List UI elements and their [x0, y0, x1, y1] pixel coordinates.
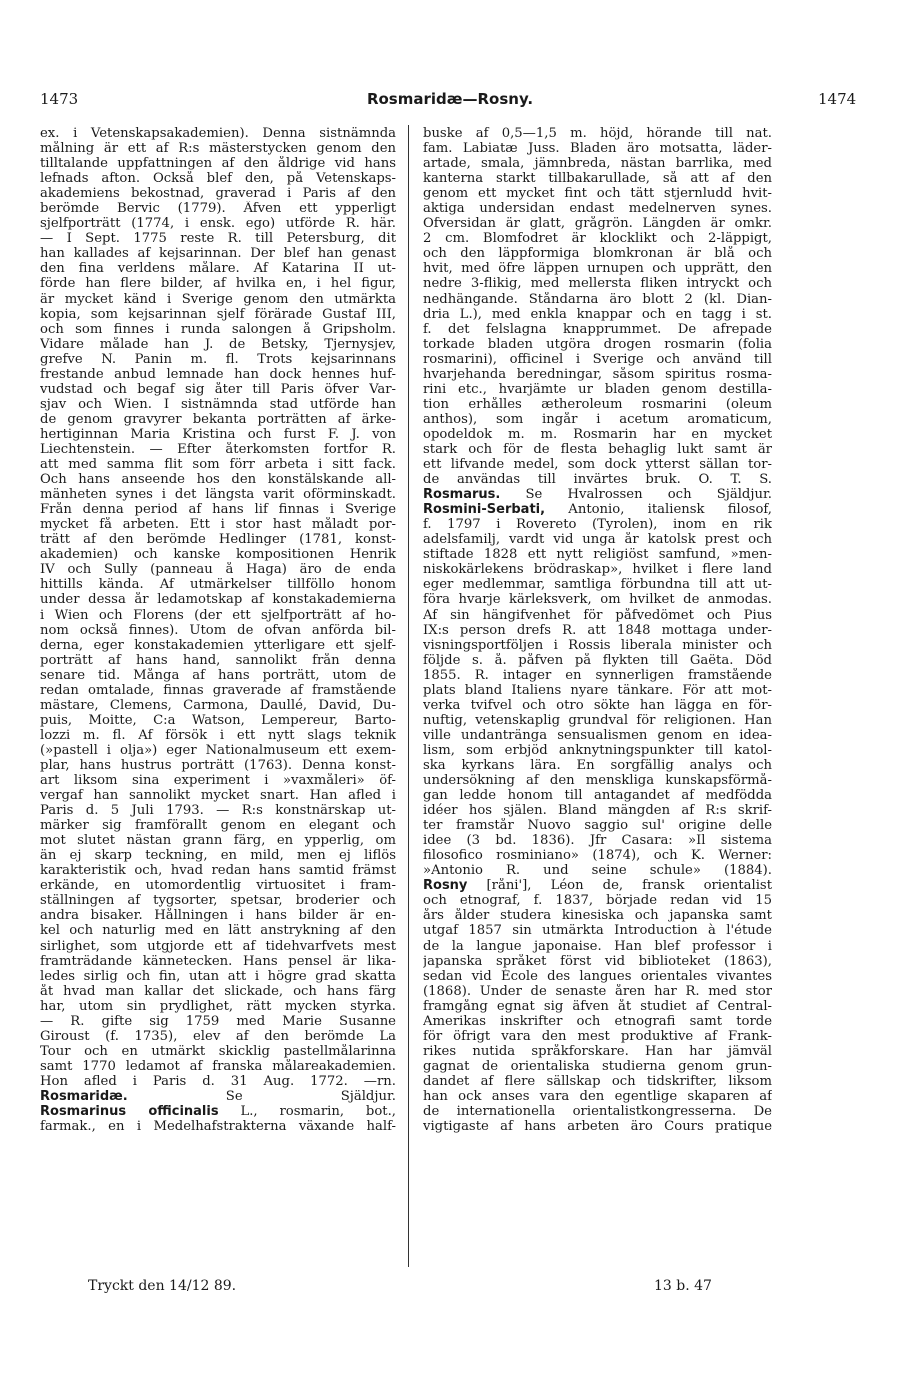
- text-line: derna, eger konstakademien ytterligare ett sjelf-: [40, 637, 396, 653]
- text-line: berömde Bervic (1779). Äfven ett ypperligt: [40, 201, 396, 217]
- text-line: rikes nutida språkforskare. Han har jämväl: [423, 1043, 772, 1059]
- text-line: och som finnes i runda salongen å Gripsholm.: [40, 321, 396, 337]
- left-page-number: 1473: [40, 90, 79, 108]
- text-line: rini etc., hvarjämte ur bladen genom destilla-: [423, 381, 772, 397]
- text-line: Rosmarinus officinalis L., rosmarin, bot.,: [40, 1104, 396, 1120]
- text-line: Af sin hängifvenhet för påfvedömet och Pius: [423, 607, 772, 623]
- text-line: Rosmaridæ. Se Själdjur.: [40, 1089, 396, 1104]
- text-line: de användas till invärtes bruk. O. T. S.: [423, 472, 772, 488]
- text-line: eger medlemmar, samtliga förbundna till att ut-: [423, 577, 772, 593]
- sheet-signature: 13 b. 47: [654, 1278, 712, 1294]
- column-divider: [408, 125, 409, 1267]
- text-line: års ålder studera kinesiska och japanska samt: [423, 908, 772, 924]
- text-line: 2 cm. Blomfodret är klocklikt och 2-läppigt,: [423, 231, 772, 247]
- text-line: (»pastell i olja») eger Nationalmuseum ett exem-: [40, 742, 396, 758]
- text-line: visningsportföljen i Rossis liberala minister och: [423, 637, 772, 653]
- text-line: opodeldok m. m. Rosmarin har en mycket: [423, 426, 772, 442]
- text-line: ställningen af tygsorter, spetsar, broderier och: [40, 893, 396, 909]
- text-line: f. det felslagna knapprummet. De afrepade: [423, 321, 772, 337]
- text-line: dandet af flere sällskap och tidskrifter, liksom: [423, 1073, 772, 1089]
- text-line: ville undantränga sensualismen genom en idea-: [423, 727, 772, 743]
- text-line: kel och naturlig med en lätt anstrykning af den: [40, 923, 396, 939]
- text-line: sjav och Wien. I sistnämnda stad utförde han: [40, 396, 396, 412]
- text-line: redan omtalade, finnas graverade af framstående: [40, 682, 396, 698]
- text-line: för öfrigt vara den mest produktive af Frank-: [423, 1028, 772, 1044]
- text-line: gan ledde honom till antagandet af medfödda: [423, 788, 772, 804]
- text-line: stiftade 1828 ett nytt religiöst samfund, »men-: [423, 547, 772, 563]
- text-line: följde s. å. påfven på flykten till Gaëta. Död: [423, 652, 772, 668]
- text-line: hertiginnan Maria Kristina och furst F. J. von: [40, 426, 396, 442]
- right-page-number: 1474: [818, 90, 857, 108]
- text-line: han ock anses vara den egentlige skaparen af: [423, 1089, 772, 1104]
- text-line: än ej skarp teckning, en mild, men ej liflös: [40, 848, 396, 864]
- text-line: IX:s person drefs R. att 1848 mottaga under-: [423, 622, 772, 638]
- text-line: Giroust (f. 1735), elev af den berömde La: [40, 1028, 396, 1044]
- text-line: art liksom sina experiment i »vaxmåleri» öf-: [40, 773, 396, 789]
- text-line: samt 1770 ledamot af franska målareakademien.: [40, 1058, 396, 1074]
- text-line: den fina verldens målare. Af Katarina II ut-: [40, 261, 396, 277]
- text-line: i Wien och Florens (der ett sjelfporträtt af ho-: [40, 607, 396, 623]
- text-line: Rosmini-Serbati, Antonio, italiensk filosof,: [423, 502, 772, 518]
- text-line: mycket få arbeten. Ett i stor hast måladt por-: [40, 517, 396, 533]
- text-line: — I Sept. 1775 reste R. till Petersburg, dit: [40, 231, 396, 247]
- text-line: dria L.), med enkla knappar och en tagg i st.: [423, 306, 772, 322]
- text-line: nuftig, vetenskaplig grundval för religionen. Han: [423, 712, 772, 728]
- text-line: grefve N. Panin m. fl. Trots kejsarinnans: [40, 351, 396, 367]
- running-head: Rosmaridæ—Rosny.: [366, 90, 534, 108]
- text-line: hvarjehanda beredningar, såsom spiritus rosma-: [423, 366, 772, 382]
- text-line: framgång egnat sig äfven åt studiet af Central-: [423, 998, 772, 1014]
- text-line: Vidare målade han J. de Betsky, Tjernysjev,: [40, 336, 396, 352]
- text-line: att med samma flit som förr arbeta i sitt fack.: [40, 457, 396, 473]
- text-line: Tour och en utmärkt skicklig pastellmålarinna: [40, 1043, 396, 1059]
- text-line: lism, som erbjöd anknytningspunkter till katol-: [423, 742, 772, 758]
- text-line: adelsfamilj, vardt vid unga år katolsk prest och: [423, 532, 772, 548]
- text-line: hittills kända. Af utmärkelser tillföllo honom: [40, 577, 396, 593]
- text-line: aktiga undersidan endast medelnerven synes.: [423, 201, 772, 217]
- text-line: framträdande kännetecken. Hans pensel är lika-: [40, 953, 396, 969]
- text-line: ex. i Vetenskapsakademien). Denna sistnämnda: [40, 126, 396, 141]
- text-line: Hon afled i Paris d. 31 Aug. 1772. —rn.: [40, 1073, 396, 1089]
- text-line: ter framstår Nuovo saggio sul' origine delle: [423, 818, 772, 834]
- text-line: åt hvad man kallar det slickade, och hans färg: [40, 983, 396, 999]
- left-column: [40, 126, 396, 1134]
- text-line: nedre 3-flikig, med mellersta fliken intryckt och: [423, 276, 772, 292]
- text-line: trätt af den berömde Hedlinger (1781, konst-: [40, 532, 396, 548]
- text-line: Rosny [råni'], Léon de, fransk orientalist: [423, 878, 772, 894]
- right-column: [423, 126, 772, 1134]
- text-line: akademiens bekostnad, graverad i Paris af den: [40, 186, 396, 202]
- print-date: Tryckt den 14/12 89.: [88, 1278, 237, 1294]
- text-line: är mycket känd i Sverige genom den utmärkta: [40, 291, 396, 307]
- text-line: puis, Moitte, C:a Watson, Lempereur, Barto-: [40, 712, 396, 728]
- text-line: vudstad och begaf sig åter till Paris öfver Var-: [40, 381, 396, 397]
- text-line: erkände, en utomordentlig virtuositet i fram-: [40, 878, 396, 894]
- text-line: ska kyrkans lära. En sorgfällig analys och: [423, 757, 772, 773]
- text-line: (1868). Under de senaste åren har R. med stor: [423, 983, 772, 999]
- text-line: Rosmarus. Se Hvalrossen och Själdjur.: [423, 487, 772, 503]
- text-line: förde han flere bilder, af hvilka en, i hel figur,: [40, 276, 396, 292]
- text-line: akademien) och kanske kompositionen Henrik: [40, 547, 396, 563]
- text-line: 1855. R. intager en synnerligen framstående: [423, 667, 772, 683]
- text-line: ett lifvande medel, som dock ytterst sällan tor-: [423, 457, 772, 473]
- text-line: f. 1797 i Rovereto (Tyrolen), inom en rik: [423, 517, 772, 533]
- text-line: lozzi m. fl. Af försök i ett nytt slags teknik: [40, 727, 396, 743]
- text-line: farmak., en i Medelhafstrakterna växande half-: [40, 1119, 396, 1135]
- text-line: filosofico rosminiano» (1874), och K. Werner:: [423, 848, 772, 864]
- text-line: kanterna starkt tillbakarullade, så att af den: [423, 171, 772, 187]
- text-line: tion erhålles ætheroleum rosmarini (oleum: [423, 396, 772, 412]
- text-line: undersökning af den menskliga kunskapsförmå-: [423, 773, 772, 789]
- text-line: märker sig framförallt genom en elegant och: [40, 818, 396, 834]
- text-line: de genom gravyrer bekanta porträtten af ärke-: [40, 411, 396, 427]
- text-line: nedhängande. Ståndarna äro blott 2 (kl. Dian-: [423, 291, 772, 307]
- text-line: karakteristik och, hvad redan hans samtid främst: [40, 863, 396, 879]
- text-line: de la langue japonaise. Han blef professor i: [423, 938, 772, 954]
- text-line: verka tvifvel och otro sökte han lägga en för-: [423, 697, 772, 713]
- text-line: andra bisaker. Hållningen i hans bilder är en-: [40, 908, 396, 924]
- text-line: nom också finnes). Utom de ofvan anförda bil-: [40, 622, 396, 638]
- text-line: hvit, med öfre läppen urnupen och upprätt, den: [423, 261, 772, 277]
- text-line: niskokärlekens brödraskap», hvilket i flere land: [423, 562, 772, 578]
- text-line: anthos), som ingår i acetum aromaticum,: [423, 411, 772, 427]
- text-line: han kallades af kejsarinnan. Der blef han genast: [40, 246, 396, 262]
- text-line: frestande anbud lemnade han dock hennes huf-: [40, 366, 396, 382]
- text-line: de internationella orientalistkongresserna. De: [423, 1104, 772, 1120]
- text-line: sjelfporträtt (1774, i ensk. ego) utförde R. här.: [40, 216, 396, 232]
- text-line: ledes sirlig och fin, utan att i högre grad skatta: [40, 968, 396, 984]
- text-line: och den läppformiga blomkronan är blå och: [423, 246, 772, 262]
- text-line: under dessa år ledamotskap af konstakademierna: [40, 592, 396, 608]
- text-line: — R. gifte sig 1759 med Marie Susanne: [40, 1013, 396, 1029]
- text-line: torkade bladen utgöra drogen rosmarin (folia: [423, 336, 772, 352]
- text-line: föra hvarje kärleksverk, om hvilket de anmodas.: [423, 592, 772, 608]
- text-line: mästare, Clemens, Carmona, Daullé, David, Du-: [40, 697, 396, 713]
- text-line: mänheten synes i det längsta varit oförminskadt.: [40, 487, 396, 503]
- text-line: vergaf han sannolikt mycket snart. Han afled i: [40, 788, 396, 804]
- text-line: vigtigaste af hans arbeten äro Cours pratique: [423, 1119, 772, 1135]
- text-line: mot slutet nästan grann färg, en ypperlig, om: [40, 833, 396, 849]
- text-line: Från denna period af hans lif finnas i Sverige: [40, 502, 396, 518]
- text-line: artade, smala, jämnbreda, nästan barrlika, med: [423, 156, 772, 172]
- text-line: gagnat de orientaliska studierna genom grun-: [423, 1058, 772, 1074]
- text-line: idéer hos själen. Bland mängden af R:s skrif-: [423, 803, 772, 819]
- text-line: tilltalande uppfattningen af den åldrige vid hans: [40, 156, 396, 172]
- text-line: sedan vid École des langues orientales vivantes: [423, 968, 772, 984]
- text-line: målning är ett af R:s mästerstycken genom den: [40, 141, 396, 157]
- text-line: japanska språket först vid biblioteket (1863),: [423, 953, 772, 969]
- text-line: porträtt af hans hand, sannolikt från denna: [40, 652, 396, 668]
- text-line: Paris d. 5 Juli 1793. — R:s konstnärskap ut-: [40, 803, 396, 819]
- text-line: »Antonio R. und seine schule» (1884).: [423, 863, 772, 879]
- text-line: genom ett mycket fint och tätt stjernludd hvit-: [423, 186, 772, 202]
- text-line: buske af 0,5—1,5 m. höjd, hörande till nat.: [423, 126, 772, 141]
- text-line: rosmarini), officinel i Sverige och använd till: [423, 351, 772, 367]
- text-line: Och hans anseende hos den konstälskande all-: [40, 472, 396, 488]
- text-line: senare tid. Många af hans porträtt, utom de: [40, 667, 396, 683]
- text-line: plar, hans hustrus porträtt (1763). Denna konst-: [40, 757, 396, 773]
- text-line: kopia, som kejsarinnan sjelf förärade Gustaf III,: [40, 306, 396, 322]
- text-line: stark och för de flesta behaglig lukt samt är: [423, 441, 772, 457]
- text-line: fam. Labiatæ Juss. Bladen äro motsatta, läder-: [423, 141, 772, 157]
- text-line: IV och Sully (panneau å Haga) äro de enda: [40, 562, 396, 578]
- text-line: Öfversidan är glatt, grågrön. Längden är omkr.: [423, 216, 772, 232]
- text-line: har, utom sin prydlighet, rätt mycken styrka.: [40, 998, 396, 1014]
- text-line: idee (3 bd. 1836). Jfr Casara: »Il sistema: [423, 833, 772, 849]
- text-line: plats bland Italiens nyare tänkare. För att mot-: [423, 682, 772, 698]
- text-line: Liechtenstein. — Efter återkomsten fortfor R.: [40, 441, 396, 457]
- text-line: Amerikas inskrifter och etnografi samt torde: [423, 1013, 772, 1029]
- text-line: utgaf 1857 sin utmärkta Introduction à l'étude: [423, 923, 772, 939]
- text-line: lefnads afton. Också blef den, på Vetenskaps-: [40, 171, 396, 187]
- text-line: och etnograf, f. 1837, började redan vid 15: [423, 893, 772, 909]
- text-line: sirlighet, som utgjorde ett af tidehvarfvets mest: [40, 938, 396, 954]
